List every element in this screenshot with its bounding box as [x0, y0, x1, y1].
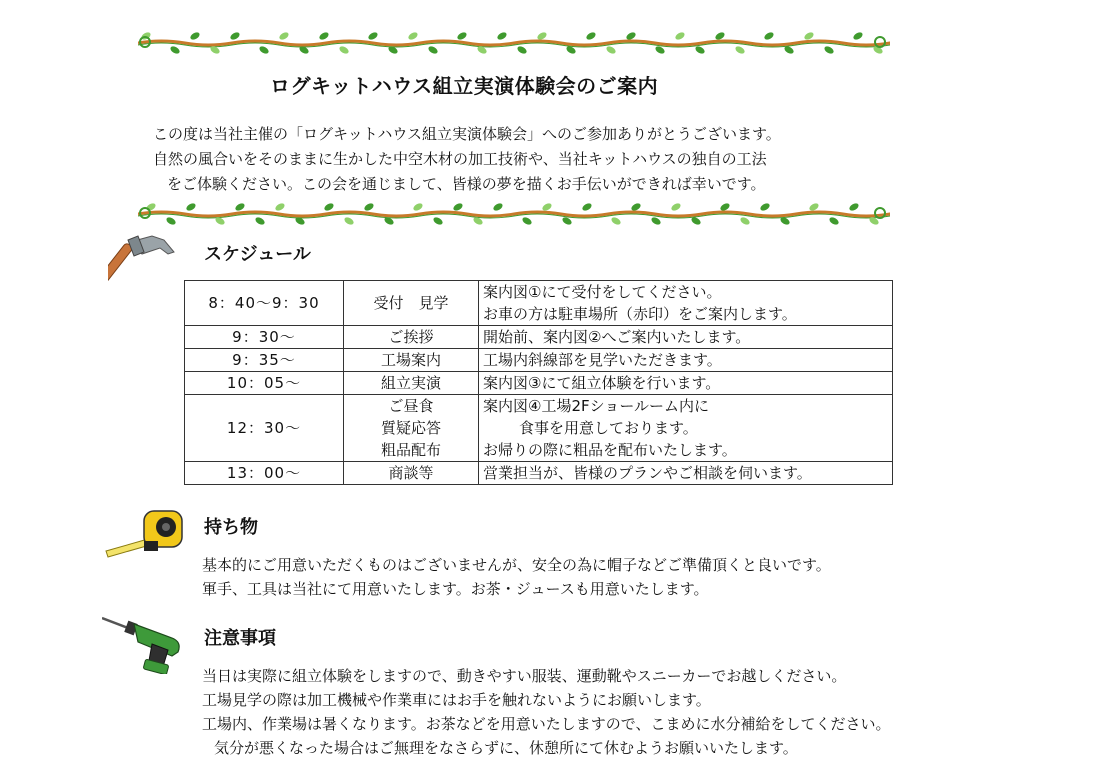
schedule-details	[479, 281, 893, 326]
belongings-text	[202, 553, 831, 601]
table-row	[185, 372, 893, 395]
detail-line: 案内図④工場2Fショールーム内に	[483, 397, 710, 415]
table-row	[185, 349, 893, 372]
activity-line: ご昼食	[388, 397, 434, 415]
schedule-details	[479, 372, 893, 395]
activity-line: 粗品配布	[380, 441, 441, 459]
table-row	[185, 395, 893, 462]
schedule-details	[479, 349, 893, 372]
schedule-activity	[344, 349, 479, 372]
table-row	[185, 326, 893, 349]
detail-line: 営業担当が、皆様のプランやご相談を伺います。	[483, 464, 812, 482]
belongings-line: 軍手、工具は当社にて用意いたします。お茶・ジュースも用意いたします。	[202, 580, 709, 598]
schedule-details	[479, 326, 893, 349]
notes-line: 工場内、作業場は暑くなります。お茶などを用意いたしますので、こまめに水分補給をしてください。	[202, 715, 891, 733]
table-row	[185, 281, 893, 326]
detail-line: 工場内斜線部を見学いただきます。	[483, 351, 722, 369]
detail-line: お帰りの際に粗品を配布いたします。	[483, 441, 737, 459]
detail-line: 案内図①にて受付をしてください。	[483, 283, 722, 301]
notes-text	[202, 664, 891, 760]
schedule-time: 9：30～	[185, 326, 344, 349]
activity-line: 工場案内	[380, 351, 441, 369]
schedule-activity	[344, 281, 479, 326]
schedule-heading: スケジュール	[204, 244, 311, 265]
table-row	[185, 462, 893, 485]
detail-line: お車の方は駐車場所（赤印）をご案内します。	[483, 305, 797, 323]
schedule-activity	[344, 395, 479, 462]
schedule-time: 13：00～	[185, 462, 344, 485]
page-title: ログキットハウス組立実演体験会のご案内	[270, 74, 659, 98]
intro-line: 自然の風合いをそのままに生かした中空木材の加工技術や、当社キットハウスの独自の工法	[153, 150, 767, 168]
notes-line: 当日は実際に組立体験をしますので、動きやすい服装、運動靴やスニーカーでお越しください。	[202, 667, 847, 685]
notes-line: 気分が悪くなった場合はご無理をなさらずに、休憩所にて休むようお願いいたします。	[214, 739, 798, 757]
activity-line: 質疑応答	[380, 419, 441, 437]
activity-line: 商談等	[388, 464, 434, 482]
schedule-table	[184, 280, 893, 485]
power-drill-icon	[102, 612, 186, 674]
schedule-time: 8：40～9：30	[185, 281, 344, 326]
vine-border-top	[138, 28, 890, 58]
intro-line: をご体験ください。この会を通じまして、皆様の夢を描くお手伝いができれば幸いです。	[167, 175, 766, 193]
belongings-line: 基本的にご用意いただくものはございませんが、安全の為に帽子などご準備頂くと良いです。	[202, 556, 831, 574]
vine-border-middle	[138, 199, 890, 229]
schedule-activity	[344, 326, 479, 349]
schedule-activity	[344, 462, 479, 485]
hammer-icon	[108, 232, 178, 304]
intro-line: この度は当社主催の「ログキットハウス組立実演体験会」へのご参加ありがとうございます。	[153, 125, 781, 143]
intro-text	[153, 122, 781, 197]
schedule-details	[479, 395, 893, 462]
schedule-activity	[344, 372, 479, 395]
schedule-time: 10：05～	[185, 372, 344, 395]
notes-heading: 注意事項	[204, 628, 276, 649]
activity-line: 組立実演	[380, 374, 441, 392]
detail-line: 案内図③にて組立体験を行います。	[483, 374, 721, 392]
tape-measure-icon	[104, 505, 186, 563]
belongings-heading: 持ち物	[204, 517, 258, 538]
schedule-time: 12：30～	[185, 395, 344, 462]
activity-line: ご挨拶	[388, 328, 434, 346]
schedule-details	[479, 462, 893, 485]
schedule-time: 9：35～	[185, 349, 344, 372]
notes-line: 工場見学の際は加工機械や作業車にはお手を触れないようにお願いします。	[202, 691, 711, 709]
detail-line: 開始前、案内図②へご案内いたします。	[483, 328, 751, 346]
activity-line: 受付 見学	[373, 294, 449, 312]
detail-line: 食事を用意しております。	[519, 419, 698, 437]
